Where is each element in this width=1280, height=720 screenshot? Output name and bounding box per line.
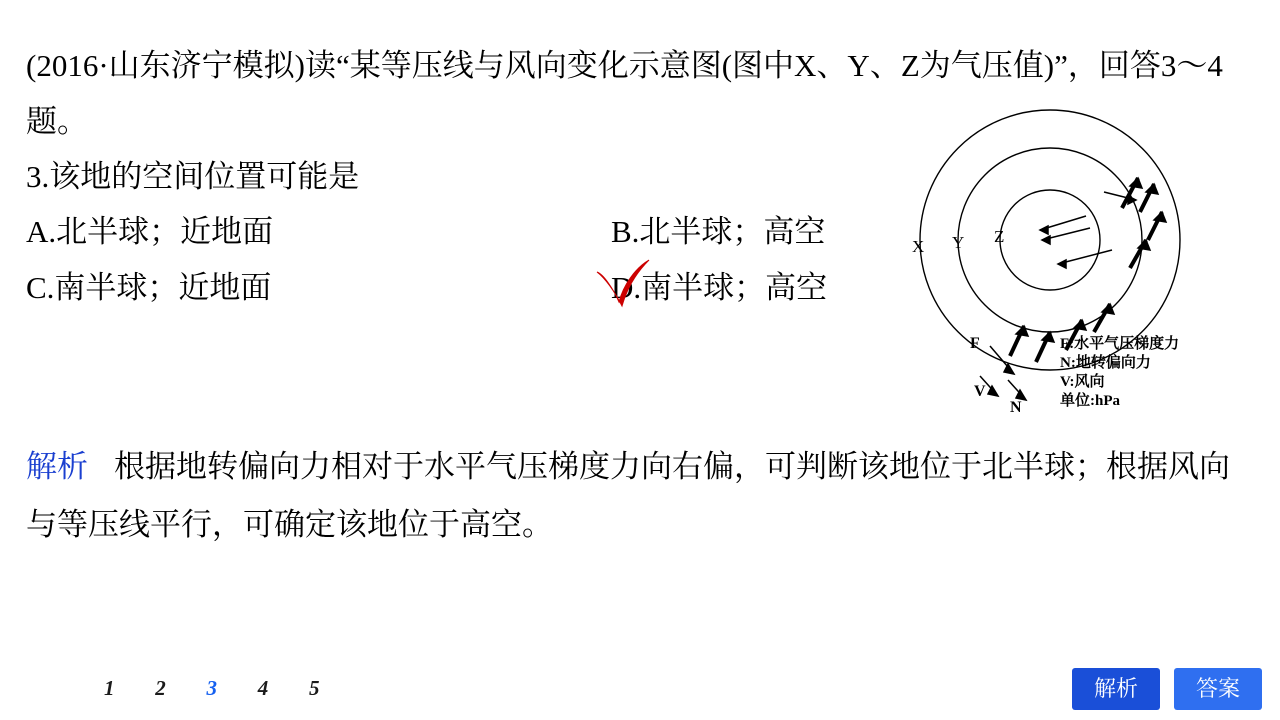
option-row-ab <box>26 204 1026 260</box>
legend-line-f: F:水平气压梯度力 <box>1060 336 1180 352</box>
option-b[interactable]: B.北半球；高空 <box>611 214 826 249</box>
svg-text:F: F <box>970 335 980 352</box>
legend-line-v: V:风向 <box>1060 374 1105 390</box>
option-d[interactable]: D.南半球；高空 <box>611 270 828 305</box>
analysis-label: 解析 <box>26 449 88 484</box>
legend-line-unit: 单位:hPa <box>1060 393 1121 409</box>
show-analysis-button[interactable]: 解析 <box>1072 668 1160 710</box>
svg-text:V: V <box>974 383 986 400</box>
question-number-line: 3.该地的空间位置可能是 <box>26 159 360 194</box>
svg-text:Y: Y <box>952 233 965 252</box>
option-c[interactable]: C.南半球；近地面 <box>26 270 272 305</box>
pager-item-4[interactable]: 4 <box>257 676 269 700</box>
svg-text:X: X <box>912 237 925 256</box>
svg-text:Z: Z <box>994 227 1005 246</box>
pager-item-1[interactable]: 1 <box>104 676 115 700</box>
legend-line-n: N:地转偏向力 <box>1060 355 1151 371</box>
option-row-cd <box>26 260 1026 316</box>
correct-answer-checkmark <box>593 258 653 308</box>
pager-item-2[interactable]: 2 <box>155 676 166 700</box>
pager-item-5[interactable]: 5 <box>309 676 320 700</box>
option-a[interactable]: A.北半球；近地面 <box>26 214 274 249</box>
pager-item-3[interactable]: 3 <box>206 676 217 700</box>
question-stem: (2016·山东济宁模拟)读“某等压线与风向变化示意图(图中X、Y、Z为气压值)”，回答3～4题。 <box>26 48 1223 139</box>
action-buttons <box>1072 668 1262 710</box>
show-answer-button[interactable]: 答案 <box>1174 668 1262 710</box>
svg-text:N: N <box>1010 399 1022 416</box>
figure-legend <box>1060 335 1179 411</box>
page-indicator <box>104 676 355 701</box>
analysis-block <box>26 438 1256 554</box>
analysis-text: 根据地转偏向力相对于水平气压梯度力向右偏，可判断该地位于北半球；根据风向与等压线平行，可确定该地位于高空。 <box>26 449 1230 542</box>
